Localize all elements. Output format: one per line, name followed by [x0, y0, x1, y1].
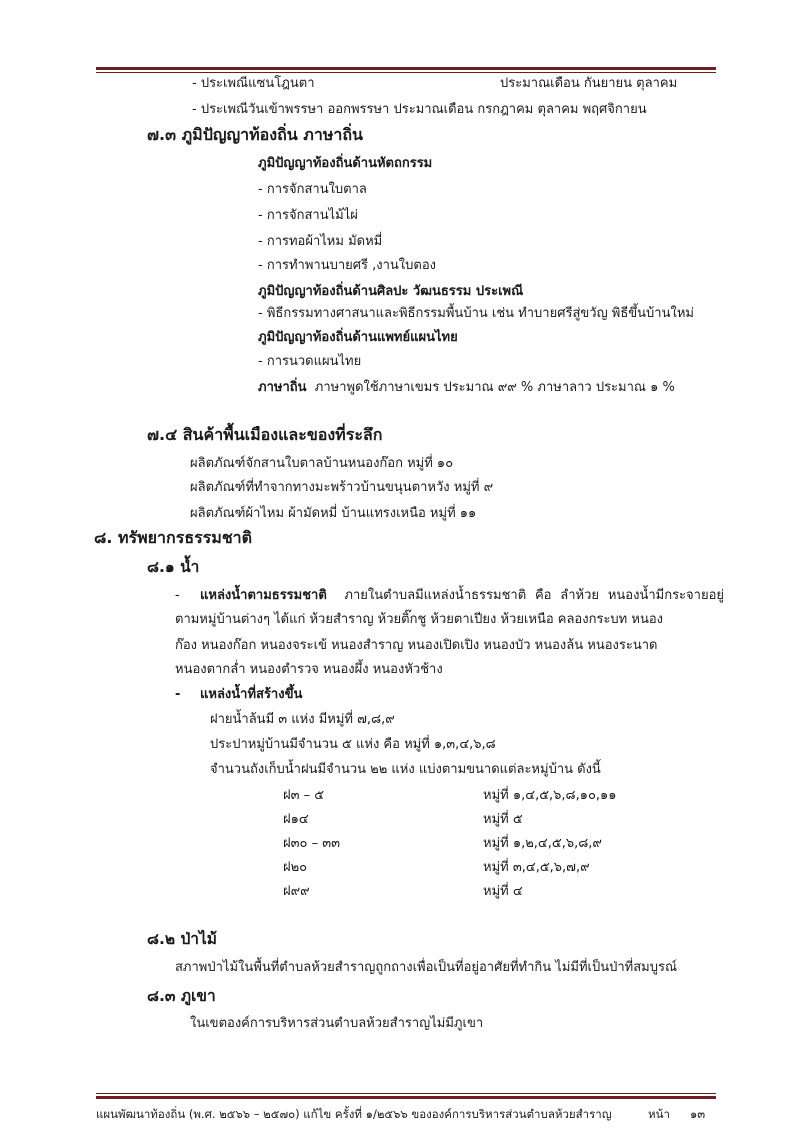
- dialect-label: ภาษาถิ่น: [258, 380, 307, 395]
- dialect-text: ภาษาพูดใช้ภาษาเขมร ประมาณ ๙๙ % ภาษาลาว ประมาณ ๑ %: [314, 380, 675, 395]
- tank-size: ฝ๙๙: [283, 884, 310, 899]
- natural-water-line-3: ก๊อง หนองก๊อก หนองจระเข้ หนองสำราญ หนองเปิดเปิง หนองบัว หนองล้น หนองระนาด: [175, 638, 658, 653]
- tank-size: ฝ๑๔: [283, 812, 309, 827]
- dialect-line: [258, 378, 675, 398]
- tank-villages: หมู่ที่ ๕: [483, 812, 523, 827]
- section-7-3-title: ๗.๓ ภูมิปัญญาท้องถิ่น ภาษาถิ่น: [147, 125, 363, 144]
- product-item: ผลิตภัณฑ์ที่ทำจากทางมะพร้าวบ้านขนุนตาหวัง หมู่ที่ ๙: [190, 480, 494, 495]
- tank-villages: หมู่ที่ ๑,๒,๔,๕,๖,๘,๙: [483, 836, 602, 851]
- section-8-1-title: ๘.๑ น้ำ: [147, 558, 200, 576]
- craft-heading: ภูมิปัญญาท้องถิ่นด้านหัตถกรรม: [258, 156, 433, 171]
- product-item: ผลิตภัณฑ์ผ้าไหม ผ้ามัดหมี่ บ้านแทรงเหนือ หมู่ที่ ๑๑: [190, 506, 477, 521]
- craft-item: - การจักสานใบตาล: [258, 182, 367, 197]
- culture-heading: ภูมิปัญญาท้องถิ่นด้านศิลปะ วัฒนธรรม ประเพณี: [258, 284, 524, 299]
- tank-villages: หมู่ที่ ๑,๔,๕,๖,๘,๑๐,๑๑: [483, 788, 617, 803]
- weir-line: ฝายน้ำล้นมี ๓ แห่ง มีหมู่ที่ ๗,๘,๙: [210, 712, 395, 727]
- list-item-sen-donta-period: ประมาณเดือน กันยายน ตุลาคม: [500, 76, 678, 91]
- natural-water-label: แหล่งน้ำตามธรรมชาติ: [200, 588, 327, 603]
- built-water-label: แหล่งน้ำที่สร้างขึ้น: [200, 687, 303, 702]
- footer-rule-thick: [96, 1096, 716, 1099]
- tank-villages: หมู่ที่ ๓,๔,๕,๖,๗,๙: [483, 860, 590, 875]
- craft-item: - การทอผ้าไหม มัดหมี่: [258, 234, 383, 249]
- header-rule-thin: [96, 72, 716, 73]
- section-8-title: ๘. ทรัพยากรธรรมชาติ: [94, 528, 253, 547]
- footer-rule-thin: [96, 1093, 716, 1094]
- section-7-4-title: ๗.๔ สินค้าพื้นเมืองและของที่ระลึก: [147, 425, 383, 444]
- tank-size: ฝ๓ – ๕: [283, 788, 325, 803]
- header-rule-thick: [96, 67, 716, 70]
- footer-page-label: หน้า: [648, 1107, 670, 1121]
- forest-text: สภาพป่าไม้ในพื้นที่ตำบลห้วยสำราญถูกถางเพื่อเป็นที่อยู่อาศัยที่ทำกิน ไม่มีที่เป็นป่าที่สมบูรณ์: [175, 960, 678, 975]
- culture-item: - พิธีกรรมทางศาสนาและพิธีกรรมพื้นบ้าน เช่น ทำบายศรีสู่ขวัญ พิธีขึ้นบ้านใหม่: [258, 306, 694, 321]
- list-item-sen-donta: - ประเพณีแซนโฎนตา: [192, 76, 315, 91]
- tank-villages: หมู่ที่ ๔: [483, 884, 523, 899]
- built-water-dash: -: [175, 687, 181, 702]
- footer-page-number: ๑๓: [690, 1107, 706, 1121]
- medicine-heading: ภูมิปัญญาท้องถิ่นด้านแพทย์แผนไทย: [258, 330, 458, 345]
- medicine-item: - การนวดแผนไทย: [258, 354, 362, 369]
- rain-tank-line: จำนวนถังเก็บน้ำฝนมีจำนวน ๒๒ แห่ง แบ่งตามขนาดแต่ละหมู่บ้าน ดังนี้: [210, 762, 601, 777]
- mountain-text: ในเขตองค์การบริหารส่วนตำบลห้วยสำราญไม่มีภูเขา: [190, 1016, 484, 1031]
- craft-item: - การทำพานบายศรี ,งานใบตอง: [258, 258, 437, 273]
- section-8-3-title: ๘.๓ ภูเขา: [147, 987, 216, 1005]
- natural-water-dash: -: [175, 588, 180, 603]
- natural-water-line-1: [200, 586, 724, 606]
- village-water-supply-line: ประปาหมู่บ้านมีจำนวน ๕ แห่ง คือ หมู่ที่ ๑,๓,๔,๖,๘: [210, 737, 496, 752]
- natural-water-line-4: หนองตากล่ำ หนองตำรวจ หนองผึ้ง หนองหัวช้าง: [175, 662, 443, 677]
- product-item: ผลิตภัณฑ์จักสานใบตาลบ้านหนองก๊อก หมู่ที่ ๑๐: [190, 456, 454, 471]
- footer-text: แผนพัฒนาท้องถิ่น (พ.ศ. ๒๕๖๖ – ๒๕๗๐) แก้ไข ครั้งที่ ๑/๒๕๖๖ ขององค์การบริหารส่วนตำบลห้วยสำราญ: [96, 1107, 612, 1121]
- natural-water-text-1: ภายในตำบลมีแหล่งน้ำธรรมชาติ คือ ลำห้วย หนองน้ำมีกระจายอยู่: [344, 588, 724, 603]
- list-item-buddhist-lent: - ประเพณีวันเข้าพรรษา ออกพรรษา ประมาณเดือน กรกฎาคม ตุลาคม พฤศจิกายน: [192, 102, 647, 117]
- tank-size: ฝ๓๐ – ๓๓: [283, 836, 340, 851]
- natural-water-line-2: ตามหมู่บ้านต่างๆ ได้แก่ ห้วยสำราญ ห้วยติ๊กชู ห้วยตาเปียง ห้วยเหนือ คลองกระบท หนอง: [175, 612, 663, 627]
- tank-size: ฝ๒๐: [283, 860, 308, 875]
- craft-item: - การจักสานไม้ไผ่: [258, 208, 358, 223]
- section-8-2-title: ๘.๒ ป่าไม้: [147, 930, 218, 948]
